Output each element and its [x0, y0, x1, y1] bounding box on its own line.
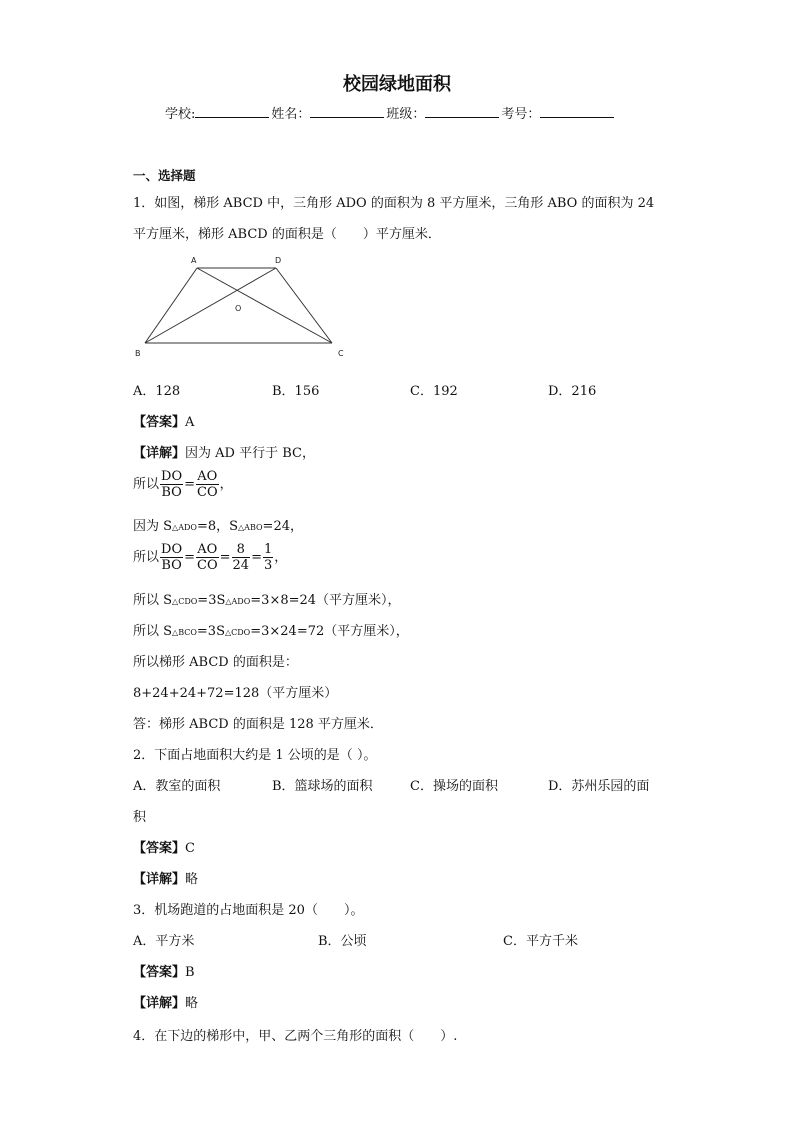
text: 所以 S: [133, 593, 173, 608]
so-text: 所以: [133, 550, 160, 565]
text: =3S: [197, 593, 226, 608]
q1-options: [133, 380, 653, 398]
numerator: 8: [232, 542, 251, 558]
answer-value: B: [185, 965, 195, 980]
q2-option-wrap: 积: [133, 810, 147, 825]
page-title: 校园绿地面积: [343, 74, 451, 95]
q1-stem-line1: 1．如图，梯形 ABCD 中，三角形 ADO 的面积为 8 平方厘米，三角形 ABO 的面积为 24: [133, 196, 655, 211]
answer-label: 【答案】: [133, 415, 186, 430]
q1-final-answer: 答：梯形 ABCD 的面积是 128 平方厘米．: [133, 717, 383, 732]
fraction-do-bo: [160, 469, 183, 500]
q1-option-b: B．156: [272, 384, 320, 399]
subscript-bco: △BCO: [172, 628, 197, 637]
text: =24，: [262, 519, 303, 534]
denominator: CO: [197, 485, 218, 500]
q1-stem-line2: 平方厘米，梯形 ABCD 的面积是（ ）平方厘米．: [133, 227, 441, 242]
q2-detail: [133, 868, 198, 887]
detail-text: 略: [185, 996, 199, 1011]
name-label: 姓名：: [271, 107, 311, 122]
header-fields: [165, 103, 616, 122]
denominator: 3: [263, 558, 273, 573]
q1-area-intro: 所以梯形 ABCD 的面积是：: [133, 655, 298, 670]
label-c: C: [338, 349, 344, 358]
equals: =: [184, 550, 196, 565]
number-label: 考号：: [501, 107, 541, 122]
side-ab: [145, 268, 197, 343]
text: =3×24=72（平方厘米），: [250, 624, 409, 639]
q3-detail: [133, 992, 198, 1011]
label-a: A: [191, 256, 197, 265]
numerator: 1: [263, 542, 273, 557]
q2-option-d: D．苏州乐园的面: [548, 779, 650, 794]
numerator: DO: [161, 469, 183, 484]
section-title: 一、选择题: [133, 168, 196, 183]
fraction-do-bo: [160, 542, 183, 573]
q2-options: [133, 775, 673, 793]
q3-answer: [133, 961, 195, 980]
q2-stem: 2．下面占地面积大约是 1 公顷的是（ ）。: [133, 748, 377, 763]
comma: ，: [219, 477, 233, 492]
numerator: AO: [197, 542, 218, 557]
detail-label: 【详解】: [133, 996, 186, 1011]
class-label: 班级：: [386, 107, 426, 122]
q3-option-a: A．平方米: [133, 934, 195, 949]
label-d: D: [275, 256, 282, 265]
q1-given-areas: [133, 515, 303, 534]
text: =3×8=24（平方厘米），: [250, 593, 401, 608]
answer-value: A: [185, 415, 195, 430]
fraction-ao-co: [196, 469, 219, 500]
answer-label: 【答案】: [133, 841, 186, 856]
name-blank: [310, 104, 384, 118]
label-b: B: [135, 349, 141, 358]
label-o: O: [235, 304, 242, 313]
q1-bco-line: [133, 620, 409, 639]
denominator: 24: [232, 558, 250, 573]
q1-ratio-line: [133, 469, 233, 500]
diagonal-bd: [145, 268, 276, 343]
detail-text: 略: [185, 872, 199, 887]
q1-answer: [133, 411, 194, 430]
q1-option-c: C．192: [410, 384, 458, 399]
school-label: 学校:: [165, 107, 196, 122]
text: 所以 S: [133, 624, 173, 639]
q3-option-c: C．平方千米: [503, 934, 578, 949]
q1-cdo-line: [133, 589, 401, 608]
denominator: BO: [161, 558, 182, 573]
q2-answer: [133, 837, 195, 856]
diagonal-ac: [197, 268, 332, 343]
side-dc: [276, 268, 332, 343]
q1-ratio-calc-line: [133, 542, 287, 573]
numerator: AO: [197, 469, 218, 484]
text: =8，S: [196, 519, 239, 534]
equals: =: [184, 477, 196, 492]
q1-option-a: A．128: [133, 384, 181, 399]
fraction-1-3: [263, 542, 273, 573]
detail-label: 【详解】: [133, 446, 186, 461]
fraction-ao-co: [196, 542, 219, 573]
q1-detail-line1: [133, 442, 315, 461]
comma: ，: [274, 550, 288, 565]
denominator: BO: [161, 485, 182, 500]
text: =3S: [196, 624, 225, 639]
q1-option-d: D．216: [548, 384, 597, 399]
detail-text: 因为 AD 平行于 BC，: [185, 446, 315, 461]
q3-options: [133, 930, 633, 948]
fraction-8-24: [232, 542, 251, 573]
q1-sum-line: 8+24+24+72=128（平方厘米）: [133, 686, 338, 701]
denominator: CO: [197, 558, 218, 573]
because-text: 因为 S: [133, 519, 173, 534]
school-blank: [195, 104, 269, 118]
subscript-ado: △ADO: [172, 523, 197, 532]
subscript-cdo: △CDO: [224, 628, 251, 637]
q2-option-b: B．篮球场的面积: [272, 779, 373, 794]
subscript-ado: △ADO: [225, 597, 251, 606]
class-blank: [425, 104, 499, 118]
subscript-cdo: △CDO: [172, 597, 198, 606]
subscript-abo: △ABO: [238, 523, 263, 532]
equals: =: [219, 550, 231, 565]
q2-option-a: A．教室的面积: [133, 779, 221, 794]
numerator: DO: [161, 542, 183, 557]
answer-value: C: [185, 841, 195, 856]
detail-label: 【详解】: [133, 872, 186, 887]
answer-label: 【答案】: [133, 965, 186, 980]
q4-stem: 4．在下边的梯形中，甲、乙两个三角形的面积（ ）.: [133, 1029, 458, 1044]
q2-option-c: C．操场的面积: [410, 779, 498, 794]
q3-option-b: B．公顷: [318, 934, 367, 949]
so-text: 所以: [133, 477, 160, 492]
q3-stem: 3．机场跑道的占地面积是 20（ ）。: [133, 903, 364, 918]
trapezoid-figure: [135, 252, 355, 362]
equals: =: [251, 550, 262, 565]
number-blank: [540, 104, 614, 118]
